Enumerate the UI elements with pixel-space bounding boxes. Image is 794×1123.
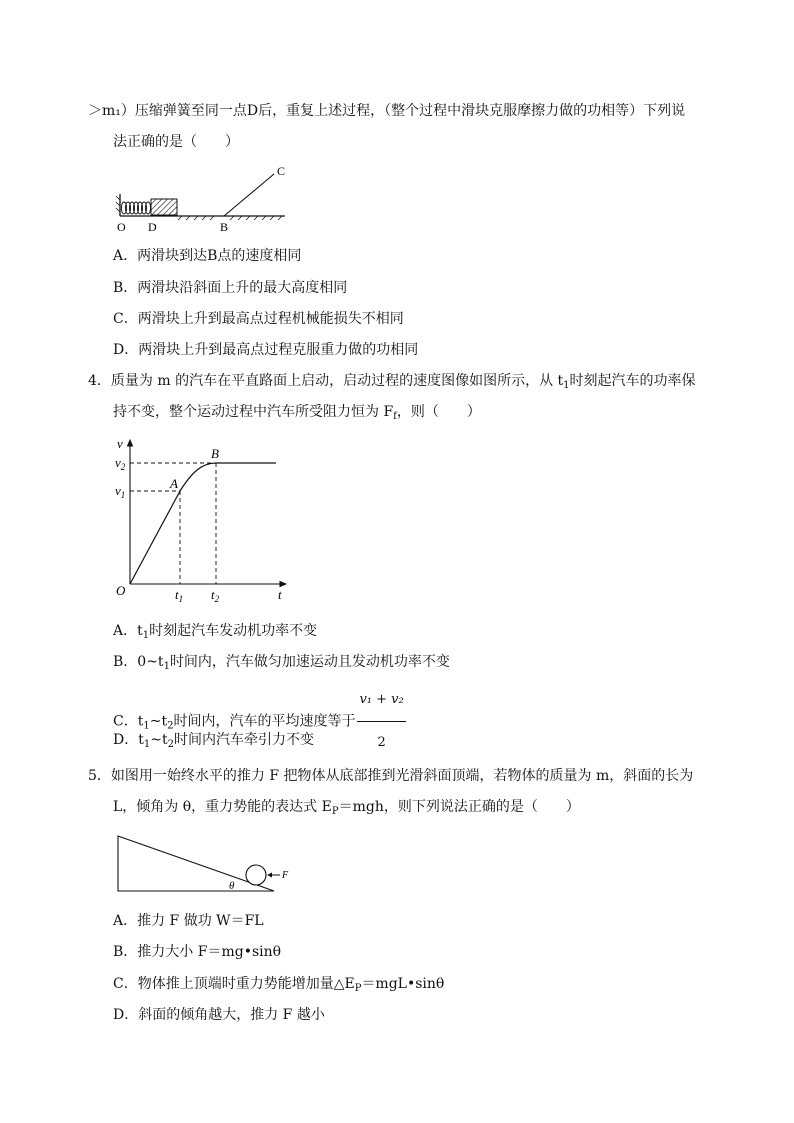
q3-option-b: B．两滑块沿斜面上升的最大高度相同	[113, 280, 348, 296]
label-d: D	[148, 220, 157, 234]
v1-label: $v_1$	[115, 483, 126, 500]
q5-option-c: C．物体推上顶端时重力势能增加量$\triangle E_P=mgL•\sin\theta$	[113, 976, 445, 994]
average-velocity-fraction: $\frac{\text{v₁ + v₂}}{2}$	[357, 680, 405, 763]
t2-label: $t_2$	[211, 587, 220, 604]
t1-label: $t_1$	[175, 587, 184, 604]
q3-option-a: A．两滑块到达B点的速度相同	[113, 248, 302, 264]
spring	[121, 202, 150, 214]
incline-push-figure	[110, 830, 300, 898]
q4-option-b: B．$0\sim t_1$时间内，汽车做匀加速运动且发动机功率不变	[113, 654, 450, 672]
v2-label: $v_2$	[115, 455, 126, 472]
point-a-label: A	[170, 476, 178, 491]
slider-block	[151, 199, 177, 215]
q5-stem-line2: L，倾角为 θ，重力势能的表达式 $E_P=mgh$，则下列说法正确的是（ ）	[113, 799, 580, 817]
velocity-time-graph	[110, 432, 300, 608]
label-b: B	[220, 220, 229, 234]
x-axis-label: t	[278, 587, 282, 602]
q5-stem-line1: 5．如图用一始终水平的推力 F 把物体从底部推到光滑斜面顶端，若物体的质量为 m，斜面的长为	[88, 768, 694, 784]
y-axis-label: v	[117, 436, 123, 451]
q4-stem-line2: 持不变，整个运动过程中汽车所受阻力恒为 $F_f$，则（ ）	[113, 404, 481, 422]
q3-stem-line2: 法正确的是（ ）	[113, 134, 239, 150]
point-b-label: B	[211, 446, 219, 461]
q3-stem-line1: ＞m₁）压缩弹簧至同一点D后，重复上述过程，（整个过程中滑块克服摩擦力做的功相等）下列说	[88, 103, 686, 119]
incline-line	[224, 174, 274, 216]
q5-option-d: D．斜面的倾角越大，推力 F 越小	[113, 1007, 325, 1023]
velocity-curve	[130, 463, 276, 584]
theta-label: θ	[229, 880, 235, 892]
q5-option-b: B．推力大小 F＝mg•sinθ	[113, 944, 282, 960]
force-label: F	[282, 870, 289, 881]
origin-label: O	[116, 583, 126, 598]
q3-option-c: C．两滑块上升到最高点过程机械能损失不相同	[113, 311, 404, 327]
spring-incline-figure	[110, 160, 300, 238]
q4-option-a: A．$t_1$时刻起汽车发动机功率不变	[113, 623, 318, 641]
object-ball	[246, 865, 266, 885]
q4-option-c: C．$t_1\sim t_2$时间内，汽车的平均速度等于 $\frac{\text{v₁ + v₂}}{2}$	[113, 680, 406, 763]
label-c: C	[277, 164, 286, 178]
q4-option-d: D．$t_1\sim t_2$时间内汽车牵引力不变	[113, 732, 314, 750]
label-o: O	[117, 220, 126, 234]
q3-option-d: D．两滑块上升到最高点过程克服重力做的功相同	[113, 342, 419, 358]
q5-option-a: A．推力 F 做功 W＝FL	[113, 913, 264, 929]
q4-stem-line1: 4．质量为 m 的汽车在平直路面上启动，启动过程的速度图像如图所示，从 $t_1$时刻起汽车的功率保	[88, 373, 696, 391]
